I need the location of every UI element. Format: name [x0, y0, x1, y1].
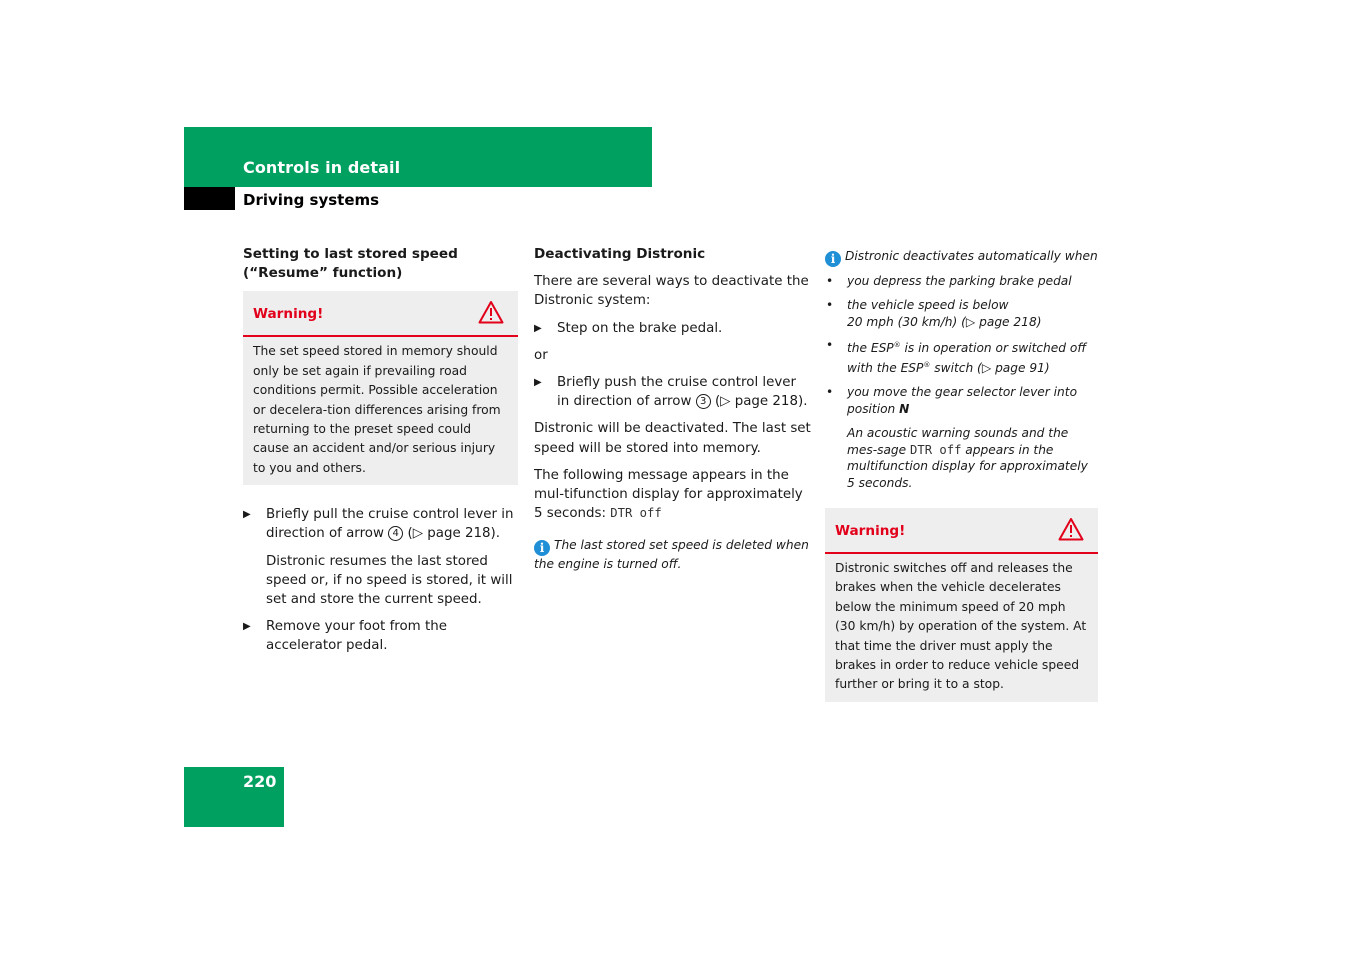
- display-message-text: The following message appears in the mul-tifunction display for approximately 5 seconds: DTR off: [534, 467, 803, 522]
- warning-label: Warning!: [253, 306, 324, 323]
- acoustic-warning-note: An acoustic warning sounds and the mes-sage DTR off appears in the multifunction display for approximately 5 seconds.: [847, 425, 1088, 491]
- arrow-number-badge: 4: [388, 526, 403, 541]
- step-arrow-icon: ▶: [534, 322, 542, 334]
- list-item: • the vehicle speed is below 20 mph (30 km/h) (▷ page 218): [826, 297, 1042, 329]
- warning-text: The set speed stored in memory should only be set again if prevailing road conditions permit. Possible acceleration or decelera-tion differences arising from returning to the preset speed could cause an accident and/or serious injury to you and others.: [253, 344, 501, 475]
- column-auto-deactivate: [825, 248, 1098, 722]
- column-resume: [243, 245, 518, 664]
- list-item: • the ESP® is in operation or switched off with the ESP® switch (▷ page 91): [826, 338, 1087, 376]
- warning-label: Warning!: [835, 522, 906, 539]
- step-arrow-icon: ▶: [243, 509, 251, 521]
- or-text: or: [534, 347, 548, 363]
- warning-triangle-icon: [1058, 517, 1084, 541]
- info-note: i The last stored set speed is deleted when the engine is turned off.: [534, 538, 809, 572]
- warning-box-distronic: [825, 508, 1098, 702]
- display-code: DTR off: [910, 442, 962, 457]
- info-auto-deactivate: i Distronic deactivates automatically when: [825, 248, 1098, 267]
- warning-text: Distronic switches off and releases the brakes when the vehicle decelerates below the minimum speed of 20 mph (30 km/h) by operation of the system. At that time the driver must apply the brakes in order to reduce vehicle speed further or bring it to a stop.: [835, 560, 1087, 692]
- list-item: • you depress the parking brake pedal: [826, 274, 1072, 288]
- list-item: • you move the gear selector lever into position N: [826, 385, 1078, 416]
- resume-heading: Setting to last stored speed (“Resume” function): [243, 246, 458, 282]
- display-code: DTR off: [610, 506, 662, 521]
- arrow-number-badge: 3: [696, 394, 711, 409]
- step-brake-pedal: ▶ Step on the brake pedal.: [534, 319, 812, 338]
- header-bar: [184, 127, 652, 187]
- page-reference: (▷ page 218).: [407, 526, 500, 542]
- step-arrow-icon: ▶: [243, 621, 251, 633]
- page-reference: (▷ page 218).: [714, 394, 808, 410]
- warning-box-resume: [243, 291, 518, 485]
- deactivate-result: Distronic will be deactivated. The last set speed will be stored into memory.: [534, 421, 811, 456]
- warning-triangle-icon: [478, 300, 504, 324]
- info-icon: i: [534, 540, 550, 556]
- step-result: Distronic resumes the last stored speed or, if no speed is stored, it will set and store the current speed.: [266, 553, 513, 608]
- page-number: 220: [243, 772, 277, 791]
- deactivate-heading: Deactivating Distronic: [534, 246, 706, 262]
- subsection-title: Driving systems: [243, 191, 380, 209]
- column-deactivate: [534, 245, 812, 573]
- step-remove-foot: ▶ Remove your foot from the accelerator pedal.: [243, 619, 447, 654]
- subsection-marker: [184, 187, 235, 210]
- info-icon: i: [825, 251, 841, 267]
- section-title: Controls in detail: [243, 158, 401, 177]
- step-pull-lever: ▶ Briefly pull the cruise control lever in direction of arrow 4 (▷ page 218).: [243, 507, 514, 542]
- deactivate-intro: There are several ways to deactivate the Distronic system:: [534, 274, 809, 309]
- step-arrow-icon: ▶: [534, 377, 542, 389]
- step-push-lever: ▶ Briefly push the cruise control lever in direction of arrow 3 (▷ page 218).: [534, 375, 808, 410]
